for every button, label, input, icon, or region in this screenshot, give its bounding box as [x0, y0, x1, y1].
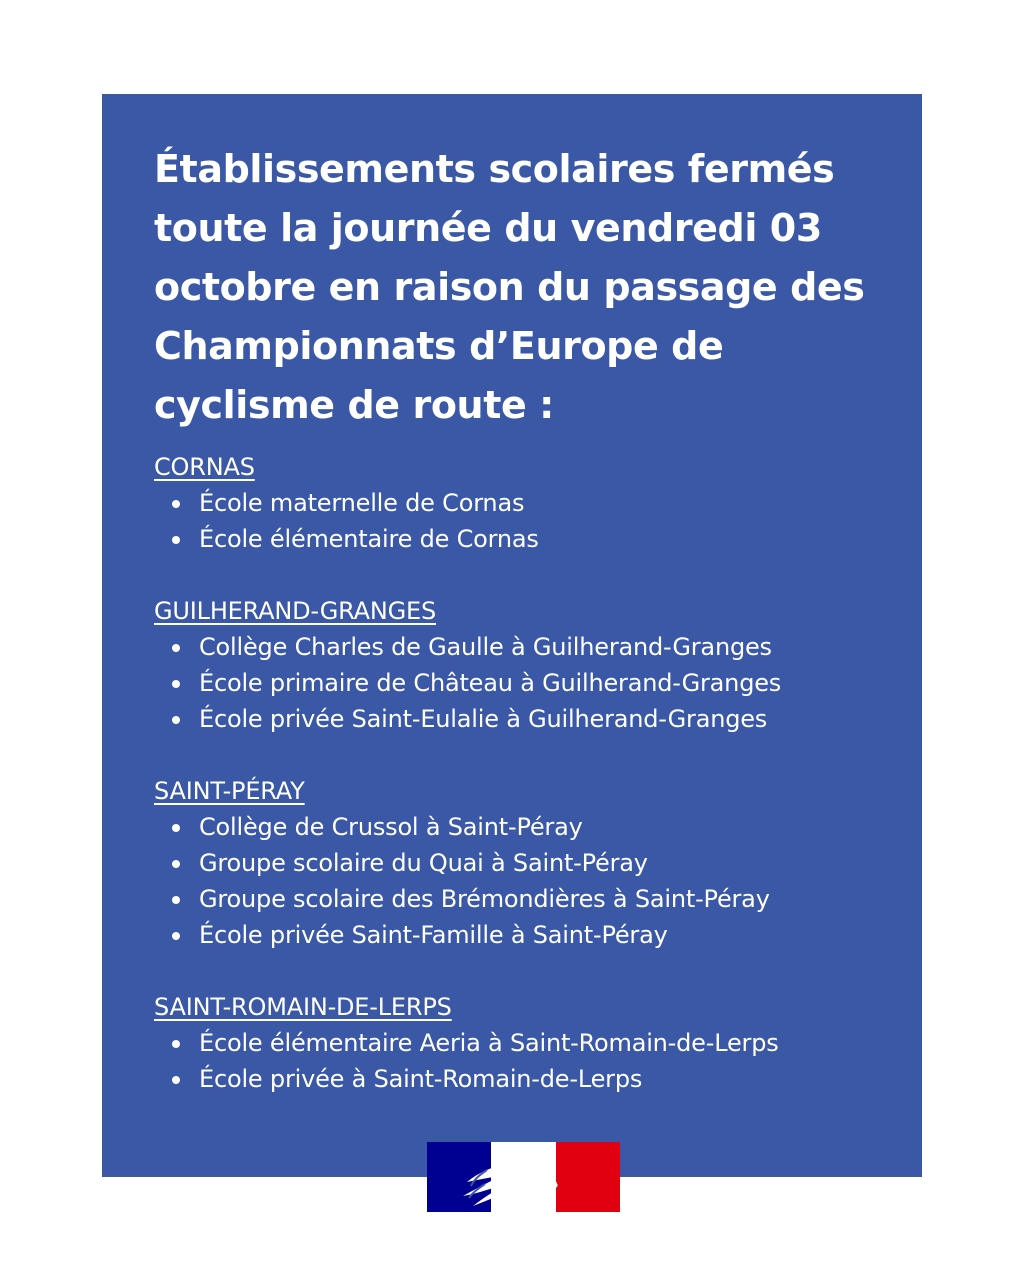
list-item: École maternelle de Cornas	[154, 485, 894, 521]
list-item: École privée Saint-Famille à Saint-Péray	[154, 917, 894, 953]
section-heading: SAINT-PÉRAY	[154, 777, 305, 805]
list-item: École privée à Saint-Romain-de-Lerps	[154, 1061, 894, 1097]
list-item: Groupe scolaire du Quai à Saint-Péray	[154, 845, 894, 881]
list-item: École élémentaire de Cornas	[154, 521, 894, 557]
list-item: École primaire de Château à Guilherand-Granges	[154, 665, 894, 701]
school-list	[154, 485, 894, 557]
section-heading: CORNAS	[154, 453, 255, 481]
announcement-title: Établissements scolaires fermés toute la journée du vendredi 03 octobre en raison du passage des Championnats d’Europe de cyclisme de route :	[154, 147, 865, 427]
list-item: École privée Saint-Eulalie à Guilherand-Granges	[154, 701, 894, 737]
section-guilherand-granges	[154, 593, 894, 737]
school-list	[154, 809, 894, 953]
list-item: Groupe scolaire des Brémondières à Saint-Péray	[154, 881, 894, 917]
list-item: École élémentaire Aeria à Saint-Romain-de-Lerps	[154, 1025, 894, 1061]
school-list	[154, 629, 894, 737]
announcement-content	[154, 140, 894, 1097]
section-saint-romain-de-lerps	[154, 989, 894, 1097]
announcement-panel	[102, 94, 922, 1177]
section-heading: GUILHERAND-GRANGES	[154, 597, 436, 625]
marianne-logo-icon	[427, 1142, 620, 1212]
school-list	[154, 1025, 894, 1097]
marianne-profile-icon	[427, 1142, 620, 1212]
list-item: Collège Charles de Gaulle à Guilherand-Granges	[154, 629, 894, 665]
section-saint-peray	[154, 773, 894, 953]
list-item: Collège de Crussol à Saint-Péray	[154, 809, 894, 845]
section-cornas	[154, 449, 894, 557]
section-heading: SAINT-ROMAIN-DE-LERPS	[154, 993, 452, 1021]
